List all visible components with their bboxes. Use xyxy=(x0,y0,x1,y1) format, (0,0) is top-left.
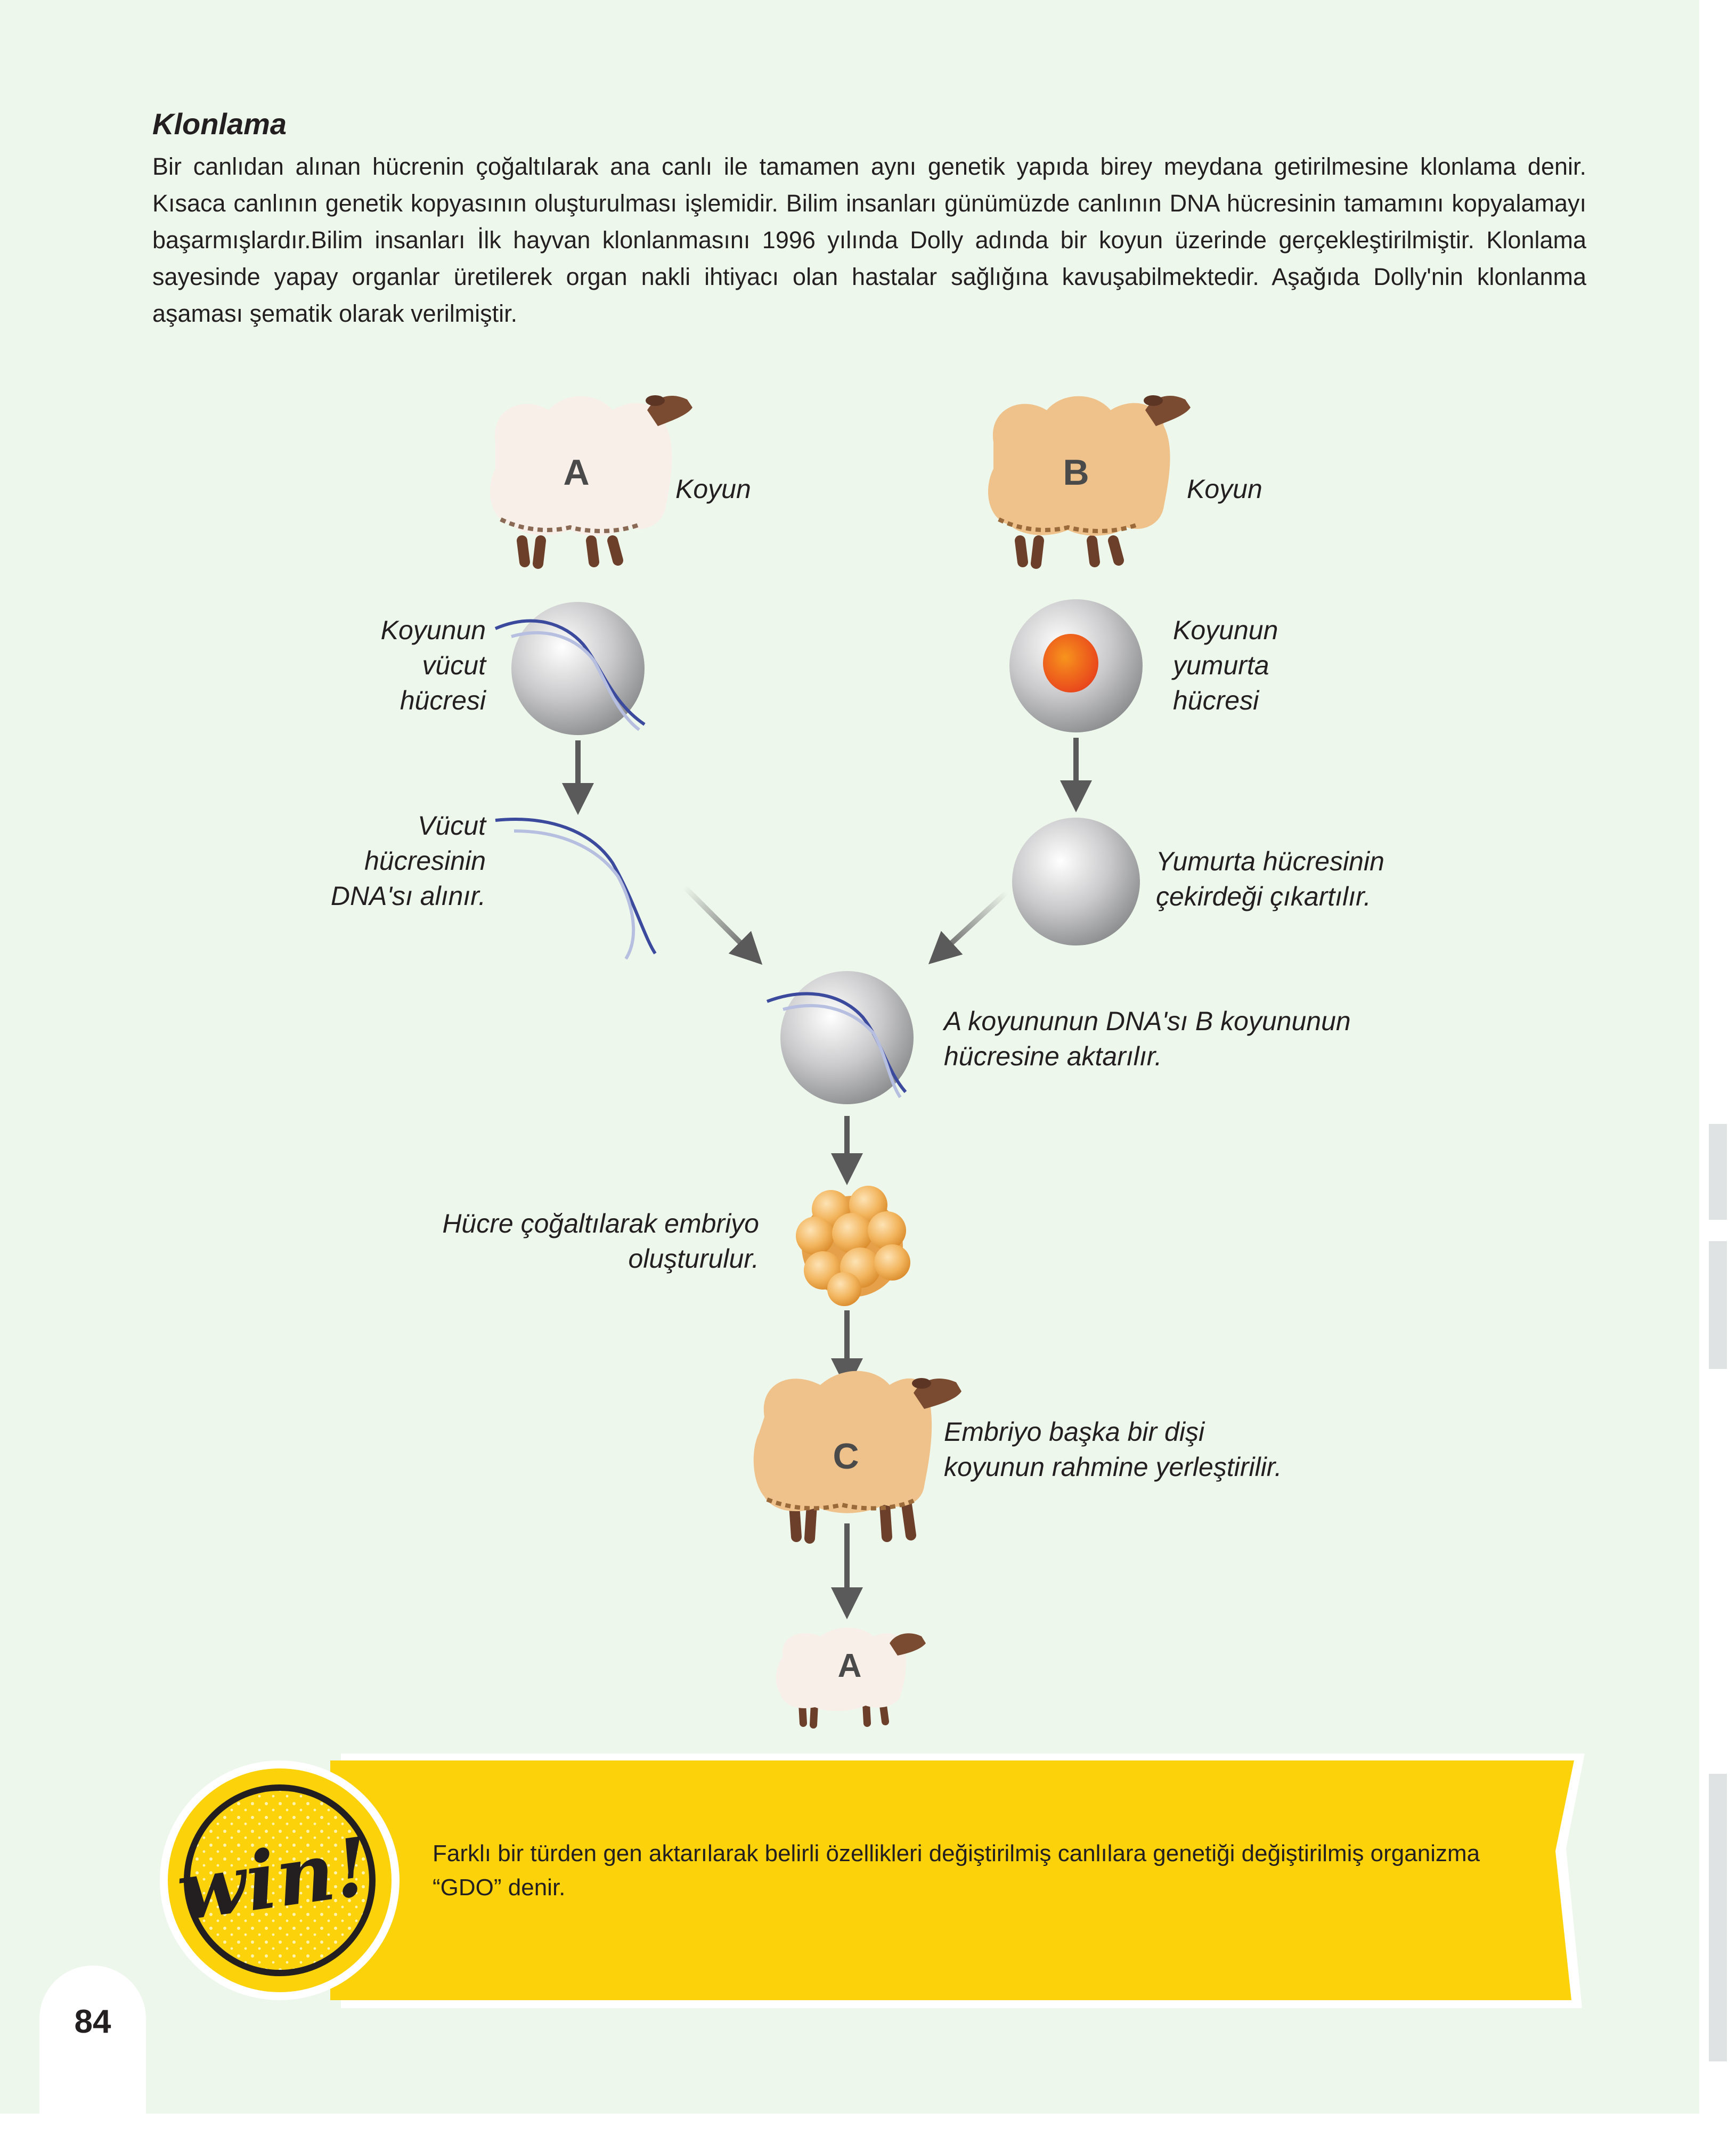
sheep-b-label: Koyun xyxy=(1187,474,1262,504)
extracted-dna xyxy=(495,819,655,959)
nucleus-removed-label: Yumurta hücresinin çekirdeği çıkartılır. xyxy=(1156,846,1384,911)
enucleated-egg-cell xyxy=(1012,818,1140,945)
body-cell-label: Koyunun vücut hücresi xyxy=(380,615,486,715)
page-number: 84 xyxy=(74,2003,111,2040)
clone-lamb-letter: A xyxy=(837,1648,862,1684)
win-badge-text: win! xyxy=(172,1819,376,1939)
implant-label: Embriyo başka bir dişi koyunun rahmine yerleştirilir. xyxy=(944,1417,1282,1482)
embryo-cluster xyxy=(796,1186,910,1306)
section-heading: Klonlama xyxy=(152,107,287,141)
dna-extracted-label: Vücut hücresinin DNA'sı alınır. xyxy=(330,811,486,911)
egg-nucleus xyxy=(1043,634,1098,692)
sheep-a-letter: A xyxy=(563,452,590,493)
sheep-b-letter: B xyxy=(1063,452,1089,493)
sheep-c-letter: C xyxy=(833,1436,859,1477)
dna-transfer-label: A koyununun DNA'sı B koyununun hücresine aktarılır. xyxy=(944,1006,1351,1071)
sheep-a-label: Koyun xyxy=(675,474,751,504)
page-number-tab xyxy=(39,1966,146,2136)
embryo-label: Hücre çoğaltılarak embriyo oluşturulur. xyxy=(442,1209,759,1274)
intro-paragraph: Bir canlıdan alınan hücrenin çoğaltılarak ana canlı ile tamamen aynı genetik yapıda birey meydana getirilmesine klonlama denir. Kısaca canlının genetik kopyasının oluşturulması işlemidir. Bilim insanları günümüzde canlının DNA hücresinin tamamını kopyalamayı başarmışlardır.Bilim insanları İlk hayvan klonlanmasını 1996 yılında Dolly adında bir koyun üzerinde gerçekleştirilmiştir. Klonlama sayesinde yapay organlar üretilerek organ nakli ihtiyacı olan hastalar sağlığına kavuşabilmektedir. Aşağıda Dolly'nin klonlanma aşaması şematik olarak verilmiştir. xyxy=(152,153,1586,327)
gdo-info-text: Farklı bir türden gen aktarılarak belirli özellikleri değiştirilmiş canlılara genetiği değiştirilmiş organizma “GDO” denir. xyxy=(433,1840,1480,1901)
egg-cell-label: Koyunun yumurta hücresi xyxy=(1173,615,1278,715)
